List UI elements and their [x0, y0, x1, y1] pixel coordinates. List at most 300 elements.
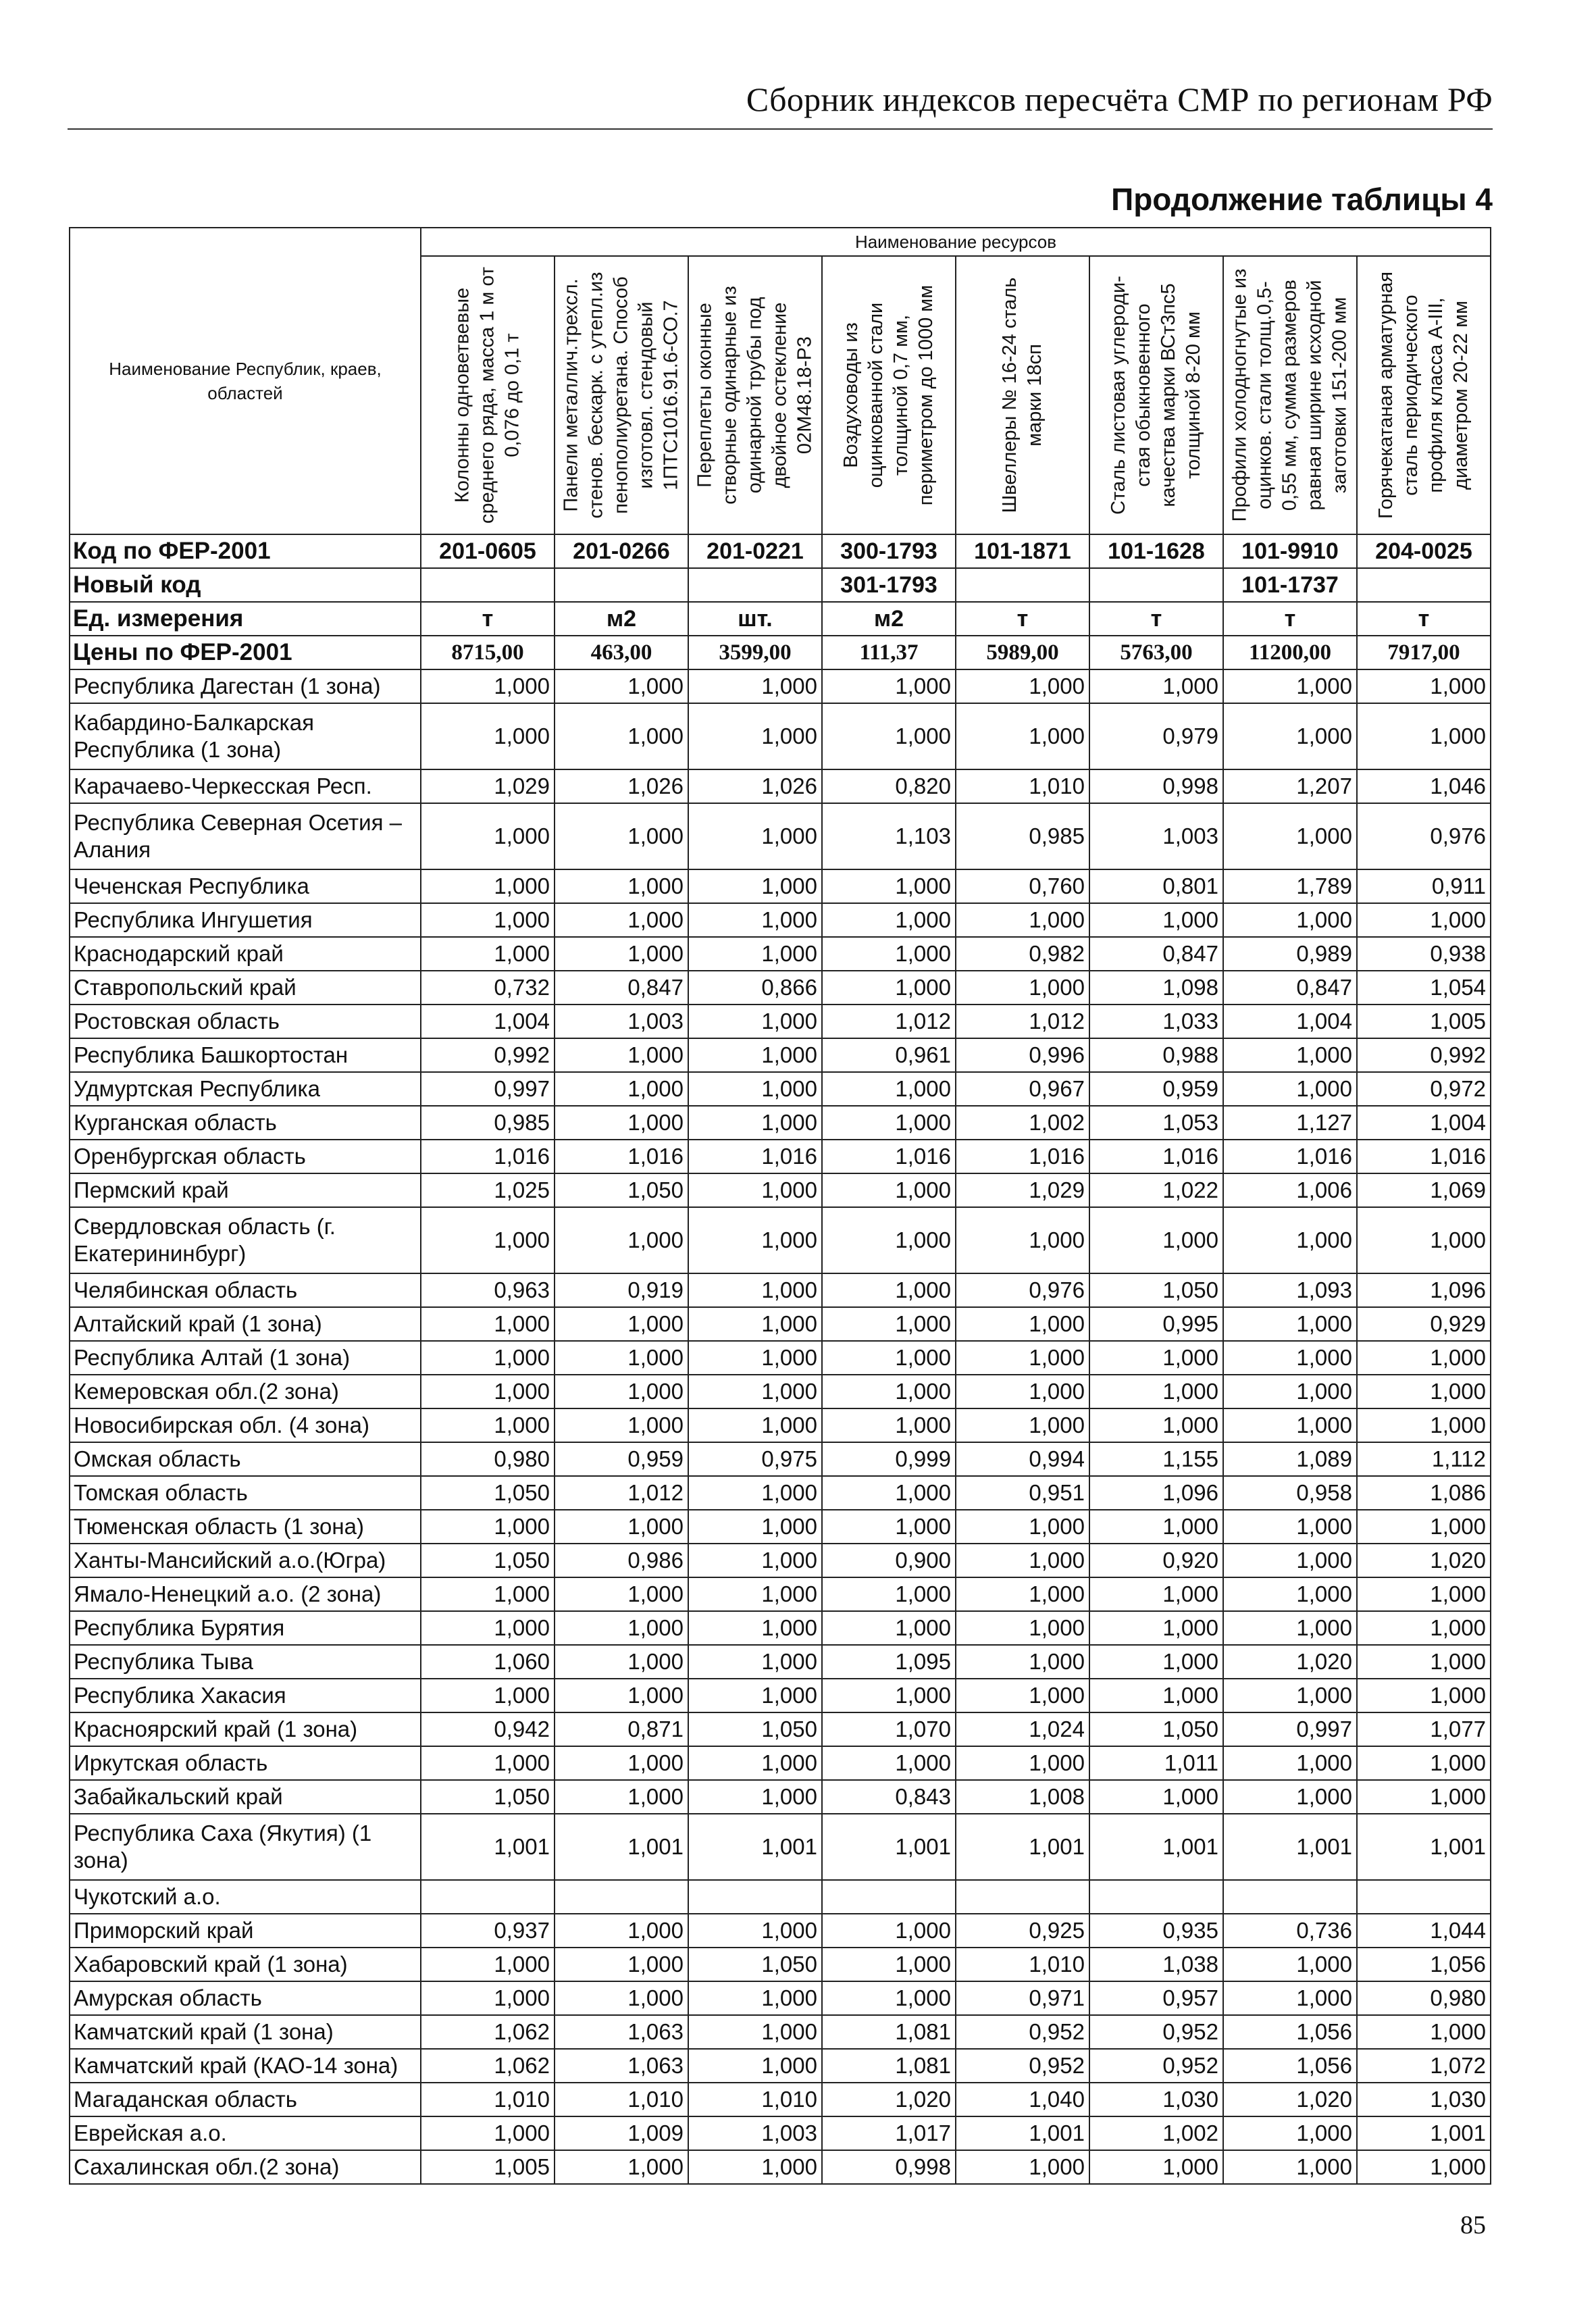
region-name: Омская область	[70, 1442, 421, 1476]
index-value: 1,000	[1357, 1611, 1491, 1645]
index-value: 1,000	[956, 1510, 1089, 1544]
table-row	[70, 1780, 1491, 1814]
region-name: Камчатский край (КАО-14 зона)	[70, 2049, 421, 2083]
index-value: 1,000	[1357, 1408, 1491, 1442]
code-label-value: 101-1871	[956, 534, 1089, 568]
index-value: 1,046	[1357, 769, 1491, 803]
table-row	[70, 1611, 1491, 1645]
index-value: 1,011	[1089, 1746, 1223, 1780]
region-name: Забайкальский край	[70, 1780, 421, 1814]
index-value: 1,001	[555, 1814, 688, 1880]
index-value: 1,000	[688, 1746, 822, 1780]
resources-group-header: Наименование ресурсов	[421, 228, 1491, 256]
index-value: 1,000	[688, 1476, 822, 1510]
table-caption: Продолжение таблицы 4	[1111, 182, 1493, 217]
index-value: 1,000	[1089, 669, 1223, 703]
index-value: 1,000	[956, 1207, 1089, 1273]
index-value: 1,000	[555, 1577, 688, 1611]
resource-header-wrap	[1090, 257, 1222, 534]
index-value: 1,000	[688, 1645, 822, 1679]
price-label-value: 11200,00	[1223, 636, 1357, 669]
index-value: 1,004	[421, 1005, 555, 1038]
index-value: 1,000	[1357, 1746, 1491, 1780]
resource-name: Горячекатаная арматурная сталь периодического профиля класса A-III, диаметром 20-22 мм	[1375, 272, 1472, 519]
index-value: 1,000	[1223, 1981, 1357, 2015]
code-label-value: 201-0221	[688, 534, 822, 568]
index-value: 1,050	[1089, 1712, 1223, 1746]
region-name: Иркутская область	[70, 1746, 421, 1780]
index-value: 1,000	[555, 803, 688, 869]
index-value: 1,000	[421, 1679, 555, 1712]
table-row	[70, 2083, 1491, 2116]
index-value: 1,000	[555, 1645, 688, 1679]
new-code-label-value	[956, 568, 1089, 602]
index-value: 1,000	[822, 1746, 956, 1780]
table-body	[70, 228, 1491, 2184]
index-value: 0,847	[555, 971, 688, 1005]
region-name: Новосибирская обл. (4 зона)	[70, 1408, 421, 1442]
index-value: 1,000	[555, 1038, 688, 1072]
index-value: 0,989	[1223, 937, 1357, 971]
index-value: 1,000	[956, 1544, 1089, 1577]
region-name: Сахалинская обл.(2 зона)	[70, 2150, 421, 2184]
table-row	[70, 1106, 1491, 1140]
index-value: 1,000	[688, 1038, 822, 1072]
index-value: 1,077	[1357, 1712, 1491, 1746]
header-rule	[68, 128, 1493, 130]
index-value: 1,000	[688, 1510, 822, 1544]
code-label-value: 300-1793	[822, 534, 956, 568]
index-value: 1,000	[421, 1307, 555, 1341]
index-value: 1,000	[1223, 1948, 1357, 1981]
index-value: 1,001	[1223, 1814, 1357, 1880]
index-value: 1,000	[1223, 903, 1357, 937]
index-value: 1,050	[688, 1948, 822, 1981]
index-value: 1,000	[822, 1207, 956, 1273]
unit-label-value: м2	[555, 602, 688, 636]
index-value: 1,000	[822, 1273, 956, 1307]
index-value: 1,000	[1089, 2150, 1223, 2184]
index-value: 1,012	[956, 1005, 1089, 1038]
index-value: 1,000	[956, 2150, 1089, 2184]
index-value: 0,980	[1357, 1981, 1491, 2015]
index-value: 0,985	[421, 1106, 555, 1140]
index-value: 0,801	[1089, 869, 1223, 903]
index-value: 1,000	[1089, 903, 1223, 937]
price-label-value: 8715,00	[421, 636, 555, 669]
resource-header-wrap	[555, 257, 688, 534]
index-value: 1,010	[555, 2083, 688, 2116]
code-label: Код по ФЕР-2001	[70, 534, 421, 568]
index-value: 1,000	[555, 1948, 688, 1981]
index-value: 1,009	[555, 2116, 688, 2150]
region-name: Свердловская область (г. Екатерининбург)	[70, 1207, 421, 1273]
index-value: 1,000	[822, 1307, 956, 1341]
index-value: 1,000	[421, 803, 555, 869]
index-value: 1,000	[555, 1679, 688, 1712]
new-code-label-value	[688, 568, 822, 602]
index-value: 0,986	[555, 1544, 688, 1577]
index-value: 1,000	[822, 1679, 956, 1712]
table-row	[70, 1341, 1491, 1375]
index-value: 1,000	[1357, 703, 1491, 769]
table-row	[70, 703, 1491, 769]
index-value: 1,000	[421, 903, 555, 937]
index-value: 1,000	[688, 1072, 822, 1106]
index-value: 0,925	[956, 1914, 1089, 1948]
index-value: 1,207	[1223, 769, 1357, 803]
index-value: 1,000	[956, 1341, 1089, 1375]
region-column-header: Наименование Республик, краев, областей	[70, 228, 421, 534]
index-value: 1,001	[822, 1814, 956, 1880]
index-value: 1,000	[421, 669, 555, 703]
resource-header-cell	[421, 256, 555, 534]
index-value: 1,000	[1223, 1746, 1357, 1780]
index-value: 0,929	[1357, 1307, 1491, 1341]
index-value: 1,005	[421, 2150, 555, 2184]
resource-header-cell	[1223, 256, 1357, 534]
table-row	[70, 1948, 1491, 1981]
index-value: 1,003	[555, 1005, 688, 1038]
index-value: 1,001	[421, 1814, 555, 1880]
index-value: 1,000	[822, 1408, 956, 1442]
index-value: 1,096	[1089, 1476, 1223, 1510]
table-row	[70, 1476, 1491, 1510]
index-value: 1,000	[1223, 1341, 1357, 1375]
index-value: 1,062	[421, 2049, 555, 2083]
index-value: 1,008	[956, 1780, 1089, 1814]
index-value: 0,952	[956, 2015, 1089, 2049]
index-value: 1,070	[822, 1712, 956, 1746]
index-value: 1,000	[421, 2116, 555, 2150]
index-value: 1,098	[1089, 971, 1223, 1005]
index-value: 1,000	[822, 937, 956, 971]
index-value: 1,000	[688, 1679, 822, 1712]
index-value: 1,000	[555, 703, 688, 769]
resource-name: Швеллеры № 16-24 сталь марки 18сп	[999, 277, 1046, 513]
table-row	[70, 1038, 1491, 1072]
table-row	[70, 1981, 1491, 2015]
index-value: 1,001	[1357, 1814, 1491, 1880]
index-value: 1,089	[1223, 1442, 1357, 1476]
index-value: 1,030	[1357, 2083, 1491, 2116]
index-value: 0,963	[421, 1273, 555, 1307]
index-value: 1,000	[688, 2015, 822, 2049]
index-value: 0,935	[1089, 1914, 1223, 1948]
index-value: 1,004	[1223, 1005, 1357, 1038]
index-value: 1,017	[822, 2116, 956, 2150]
region-name: Челябинская область	[70, 1273, 421, 1307]
index-value: 1,000	[956, 669, 1089, 703]
region-name: Республика Ингушетия	[70, 903, 421, 937]
index-value: 1,004	[1357, 1106, 1491, 1140]
index-value: 1,020	[1223, 2083, 1357, 2116]
region-name: Ростовская область	[70, 1005, 421, 1038]
index-value: 1,000	[822, 1072, 956, 1106]
price-label-value: 7917,00	[1357, 636, 1491, 669]
index-value: 1,000	[421, 1577, 555, 1611]
unit-label-value: шт.	[688, 602, 822, 636]
index-value: 1,020	[822, 2083, 956, 2116]
index-value: 1,050	[1089, 1273, 1223, 1307]
index-value: 1,024	[956, 1712, 1089, 1746]
index-value: 1,050	[421, 1780, 555, 1814]
index-value: 1,000	[688, 669, 822, 703]
index-value: 1,056	[1223, 2049, 1357, 2083]
region-name: Республика Бурятия	[70, 1611, 421, 1645]
index-value: 0,937	[421, 1914, 555, 1948]
resource-header-cell	[1357, 256, 1491, 534]
region-name: Тюменская область (1 зона)	[70, 1510, 421, 1544]
table-row	[70, 1072, 1491, 1106]
table-row	[70, 2049, 1491, 2083]
index-value: 1,000	[688, 1780, 822, 1814]
index-value: 1,093	[1223, 1273, 1357, 1307]
table-row	[70, 1746, 1491, 1780]
unit-row	[70, 602, 1491, 636]
index-value: 1,000	[421, 1746, 555, 1780]
code-label-value: 204-0025	[1357, 534, 1491, 568]
index-value: 1,000	[822, 1510, 956, 1544]
index-value: 1,012	[822, 1005, 956, 1038]
index-value: 1,000	[688, 937, 822, 971]
index-value: 0,957	[1089, 1981, 1223, 2015]
table-row	[70, 1307, 1491, 1341]
table-row	[70, 1140, 1491, 1173]
index-value: 1,000	[555, 1914, 688, 1948]
index-value: 1,000	[956, 1746, 1089, 1780]
region-name: Кабардино-Балкарская Республика (1 зона)	[70, 703, 421, 769]
region-name: Кемеровская обл.(2 зона)	[70, 1375, 421, 1408]
resource-name: Панели металлич.трехсл. стенов. бескарк. с утепл.из пенополиуретана. Способ изготовл. стендовый 1ПТС1016.91.6-СО.7	[560, 272, 682, 519]
region-name: Томская область	[70, 1476, 421, 1510]
region-name: Ставропольский край	[70, 971, 421, 1005]
index-value	[1223, 1880, 1357, 1914]
table-row	[70, 1375, 1491, 1408]
index-value: 1,038	[1089, 1948, 1223, 1981]
index-value: 1,030	[1089, 2083, 1223, 2116]
index-value: 0,952	[1089, 2049, 1223, 2083]
index-value: 1,000	[1223, 1038, 1357, 1072]
resource-name: Воздуховоды из оцинкованной стали толщиной 0,7 мм, периметром до 1000 мм	[840, 284, 937, 506]
index-value: 1,020	[1223, 1645, 1357, 1679]
index-value: 1,000	[1089, 1341, 1223, 1375]
index-value: 1,050	[688, 1712, 822, 1746]
resource-header-wrap	[689, 257, 821, 534]
region-name: Республика Хакасия	[70, 1679, 421, 1712]
index-value: 1,000	[1089, 1645, 1223, 1679]
index-value: 1,000	[1357, 2015, 1491, 2049]
index-value: 1,000	[421, 1948, 555, 1981]
index-value: 1,000	[1357, 1577, 1491, 1611]
index-value: 0,820	[822, 769, 956, 803]
table-row	[70, 1207, 1491, 1273]
index-value: 0,995	[1089, 1307, 1223, 1341]
new-code-row	[70, 568, 1491, 602]
new-code-label-value	[1089, 568, 1223, 602]
index-value: 1,789	[1223, 869, 1357, 903]
index-value: 1,000	[1357, 1679, 1491, 1712]
index-value: 1,000	[555, 937, 688, 971]
index-value: 1,000	[822, 1981, 956, 2015]
index-value: 1,000	[688, 2150, 822, 2184]
index-value	[555, 1880, 688, 1914]
index-value: 0,959	[555, 1442, 688, 1476]
index-value: 1,000	[822, 971, 956, 1005]
index-value: 1,000	[1089, 1510, 1223, 1544]
region-name: Амурская область	[70, 1981, 421, 2015]
index-value: 1,000	[1357, 1645, 1491, 1679]
index-value: 1,072	[1357, 2049, 1491, 2083]
code-label-value: 101-9910	[1223, 534, 1357, 568]
group-header-row	[70, 228, 1491, 256]
index-value: 1,127	[1223, 1106, 1357, 1140]
index-value	[688, 1880, 822, 1914]
table-row	[70, 1645, 1491, 1679]
index-value: 1,000	[421, 869, 555, 903]
price-label-value: 5763,00	[1089, 636, 1223, 669]
index-value: 1,000	[688, 1173, 822, 1207]
index-value: 1,103	[822, 803, 956, 869]
index-value: 0,976	[956, 1273, 1089, 1307]
index-value: 0,976	[1357, 803, 1491, 869]
code-label-value: 201-0266	[555, 534, 688, 568]
index-value: 0,919	[555, 1273, 688, 1307]
index-value: 1,000	[688, 703, 822, 769]
index-value: 1,050	[421, 1544, 555, 1577]
price-row	[70, 636, 1491, 669]
index-value: 0,996	[956, 1038, 1089, 1072]
index-value: 1,000	[1357, 1375, 1491, 1408]
index-value: 0,979	[1089, 703, 1223, 769]
table-row	[70, 1880, 1491, 1914]
index-value	[1089, 1880, 1223, 1914]
index-value: 1,000	[1089, 1207, 1223, 1273]
region-name: Республика Тыва	[70, 1645, 421, 1679]
index-value: 1,000	[688, 2049, 822, 2083]
index-value: 1,000	[1089, 1679, 1223, 1712]
index-value: 1,000	[555, 1611, 688, 1645]
index-value	[421, 1880, 555, 1914]
table-row	[70, 2116, 1491, 2150]
index-value: 0,959	[1089, 1072, 1223, 1106]
index-value: 1,000	[421, 1408, 555, 1442]
index-value: 1,096	[1357, 1273, 1491, 1307]
index-value	[822, 1880, 956, 1914]
index-value: 0,982	[956, 937, 1089, 971]
index-value: 1,000	[1223, 1307, 1357, 1341]
resource-header-cell	[555, 256, 688, 534]
index-value: 1,000	[688, 1341, 822, 1375]
index-value: 1,000	[822, 1948, 956, 1981]
table-row	[70, 1814, 1491, 1880]
region-name: Ханты-Мансийский а.о.(Югра)	[70, 1544, 421, 1577]
index-value: 1,112	[1357, 1442, 1491, 1476]
index-value: 1,016	[822, 1140, 956, 1173]
index-value: 0,920	[1089, 1544, 1223, 1577]
resource-header-wrap	[823, 257, 955, 534]
index-value: 1,056	[1357, 1948, 1491, 1981]
index-value: 1,026	[555, 769, 688, 803]
index-value: 1,000	[1223, 2116, 1357, 2150]
index-value: 1,000	[688, 1375, 822, 1408]
table-row	[70, 869, 1491, 903]
index-value: 1,000	[1089, 1375, 1223, 1408]
table-row	[70, 769, 1491, 803]
index-value: 1,062	[421, 2015, 555, 2049]
index-value: 1,000	[1223, 2150, 1357, 2184]
index-value: 1,000	[956, 1645, 1089, 1679]
index-value: 1,000	[1223, 1780, 1357, 1814]
index-value: 1,000	[956, 1611, 1089, 1645]
region-name: Пермский край	[70, 1173, 421, 1207]
region-name: Удмуртская Республика	[70, 1072, 421, 1106]
index-value: 1,010	[956, 1948, 1089, 1981]
table-row	[70, 1442, 1491, 1476]
index-value: 1,155	[1089, 1442, 1223, 1476]
index-value: 1,000	[555, 903, 688, 937]
region-name: Республика Алтай (1 зона)	[70, 1341, 421, 1375]
index-value: 1,000	[688, 1207, 822, 1273]
code-label-value: 101-1628	[1089, 534, 1223, 568]
index-value: 1,000	[555, 1072, 688, 1106]
index-value: 0,997	[421, 1072, 555, 1106]
index-value: 0,992	[421, 1038, 555, 1072]
index-value: 1,000	[688, 1544, 822, 1577]
index-value: 1,000	[822, 703, 956, 769]
index-value: 0,994	[956, 1442, 1089, 1476]
index-value: 1,000	[421, 1341, 555, 1375]
region-name: Карачаево-Черкесская Респ.	[70, 769, 421, 803]
index-value: 0,997	[1223, 1712, 1357, 1746]
table-row	[70, 2150, 1491, 2184]
index-value: 1,050	[555, 1173, 688, 1207]
index-value: 1,000	[822, 1106, 956, 1140]
resource-name: Колонны одноветвевые среднего ряда, масса 1 м от 0,076 до 0,1 т	[451, 266, 523, 524]
index-value: 1,000	[956, 903, 1089, 937]
index-value: 1,000	[1357, 1510, 1491, 1544]
table-row	[70, 1005, 1491, 1038]
index-value: 1,000	[1223, 1611, 1357, 1645]
resource-header-wrap	[1224, 257, 1356, 534]
index-value: 1,000	[822, 1173, 956, 1207]
index-value: 0,871	[555, 1712, 688, 1746]
index-value: 1,095	[822, 1645, 956, 1679]
index-value: 1,029	[956, 1173, 1089, 1207]
table-row	[70, 669, 1491, 703]
index-value: 1,044	[1357, 1914, 1491, 1948]
unit-label-value: т	[1089, 602, 1223, 636]
index-value: 1,010	[688, 2083, 822, 2116]
index-value: 0,843	[822, 1780, 956, 1814]
index-value: 1,000	[1223, 1408, 1357, 1442]
index-value: 1,000	[1223, 703, 1357, 769]
index-value: 1,001	[1357, 2116, 1491, 2150]
table-row	[70, 1510, 1491, 1544]
index-value: 1,056	[1223, 2015, 1357, 2049]
table-row	[70, 1914, 1491, 1948]
region-name: Магаданская область	[70, 2083, 421, 2116]
index-value: 1,016	[555, 1140, 688, 1173]
index-value: 1,000	[555, 669, 688, 703]
index-value: 1,000	[555, 2150, 688, 2184]
index-value: 1,000	[421, 1611, 555, 1645]
index-value: 1,000	[688, 1611, 822, 1645]
table-row	[70, 1712, 1491, 1746]
region-name: Ямало-Ненецкий а.о. (2 зона)	[70, 1577, 421, 1611]
index-value: 1,000	[1357, 903, 1491, 937]
index-value: 1,016	[956, 1140, 1089, 1173]
